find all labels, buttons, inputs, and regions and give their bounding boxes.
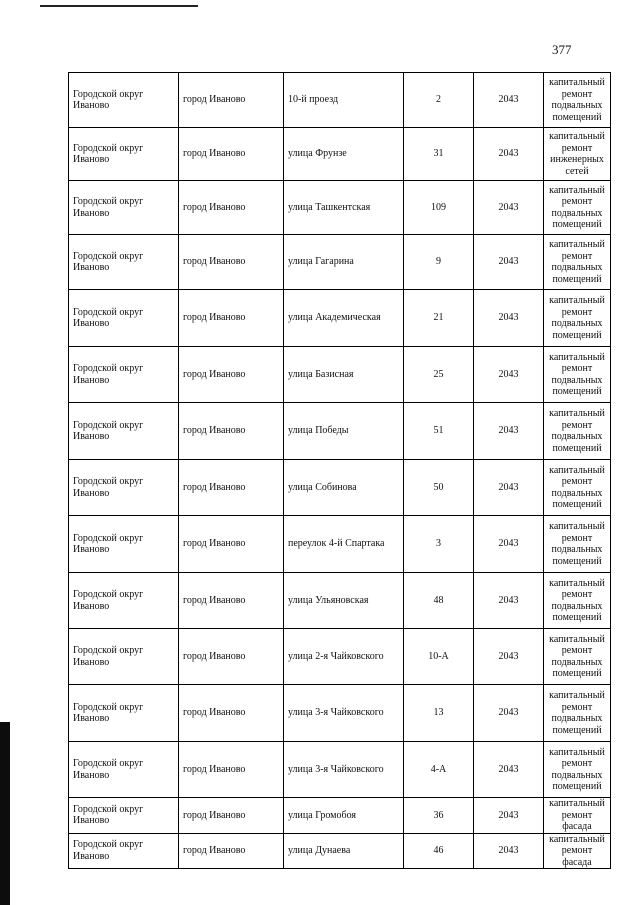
- municipality-cell: Городской округ Иваново: [69, 833, 179, 869]
- work-type-cell: капитальный ремонт подвальных помещений: [544, 516, 611, 573]
- work-type-cell: капитальный ремонт фасада: [544, 833, 611, 869]
- municipality-cell: Городской округ Иваново: [69, 798, 179, 834]
- locality-cell: город Иваново: [179, 629, 284, 685]
- street-cell: улица Собинова: [284, 460, 404, 516]
- table-row: [69, 128, 611, 181]
- street-cell: улица Гагарина: [284, 235, 404, 290]
- street-cell: улица Громобоя: [284, 798, 404, 834]
- municipality-cell: Городской округ Иваново: [69, 235, 179, 290]
- street-cell: улица Базисная: [284, 347, 404, 403]
- locality-cell: город Иваново: [179, 516, 284, 573]
- table-row: [69, 181, 611, 235]
- street-cell: улица Фрунзе: [284, 128, 404, 181]
- house-cell: 46: [404, 833, 474, 869]
- locality-cell: город Иваново: [179, 235, 284, 290]
- street-cell: улица 3-я Чайковского: [284, 742, 404, 798]
- table-row: [69, 235, 611, 290]
- street-cell: улица Дунаева: [284, 833, 404, 869]
- work-type-cell: капитальный ремонт подвальных помещений: [544, 235, 611, 290]
- street-cell: 10-й проезд: [284, 73, 404, 128]
- table-row: [69, 798, 611, 834]
- year-cell: 2043: [474, 290, 544, 347]
- work-type-cell: капитальный ремонт подвальных помещений: [544, 629, 611, 685]
- street-cell: улица 3-я Чайковского: [284, 685, 404, 742]
- year-cell: 2043: [474, 685, 544, 742]
- locality-cell: город Иваново: [179, 347, 284, 403]
- street-cell: улица Академическая: [284, 290, 404, 347]
- municipality-cell: Городской округ Иваново: [69, 73, 179, 128]
- street-cell: улица 2-я Чайковского: [284, 629, 404, 685]
- year-cell: 2043: [474, 181, 544, 235]
- work-type-cell: капитальный ремонт подвальных помещений: [544, 460, 611, 516]
- house-cell: 51: [404, 403, 474, 460]
- municipality-cell: Городской округ Иваново: [69, 290, 179, 347]
- work-type-cell: капитальный ремонт подвальных помещений: [544, 685, 611, 742]
- year-cell: 2043: [474, 833, 544, 869]
- year-cell: 2043: [474, 403, 544, 460]
- street-cell: улица Ульяновская: [284, 573, 404, 629]
- municipality-cell: Городской округ Иваново: [69, 181, 179, 235]
- work-type-cell: капитальный ремонт фасада: [544, 798, 611, 834]
- top-rule: [40, 5, 198, 7]
- street-cell: переулок 4-й Спартака: [284, 516, 404, 573]
- work-type-cell: капитальный ремонт инженерных сетей: [544, 128, 611, 181]
- table-row: [69, 516, 611, 573]
- house-cell: 48: [404, 573, 474, 629]
- year-cell: 2043: [474, 73, 544, 128]
- table-row: [69, 573, 611, 629]
- year-cell: 2043: [474, 128, 544, 181]
- municipality-cell: Городской округ Иваново: [69, 629, 179, 685]
- house-cell: 3: [404, 516, 474, 573]
- house-cell: 13: [404, 685, 474, 742]
- house-cell: 36: [404, 798, 474, 834]
- locality-cell: город Иваново: [179, 798, 284, 834]
- year-cell: 2043: [474, 573, 544, 629]
- municipality-cell: Городской округ Иваново: [69, 347, 179, 403]
- table-row: [69, 629, 611, 685]
- street-cell: улица Победы: [284, 403, 404, 460]
- work-type-cell: капитальный ремонт подвальных помещений: [544, 290, 611, 347]
- house-cell: 31: [404, 128, 474, 181]
- locality-cell: город Иваново: [179, 290, 284, 347]
- year-cell: 2043: [474, 798, 544, 834]
- municipality-cell: Городской округ Иваново: [69, 685, 179, 742]
- table-row: [69, 460, 611, 516]
- work-type-cell: капитальный ремонт подвальных помещений: [544, 181, 611, 235]
- locality-cell: город Иваново: [179, 403, 284, 460]
- work-type-cell: капитальный ремонт подвальных помещений: [544, 347, 611, 403]
- locality-cell: город Иваново: [179, 685, 284, 742]
- locality-cell: город Иваново: [179, 742, 284, 798]
- municipality-cell: Городской округ Иваново: [69, 573, 179, 629]
- street-cell: улица Ташкентская: [284, 181, 404, 235]
- house-cell: 10-А: [404, 629, 474, 685]
- house-cell: 109: [404, 181, 474, 235]
- municipality-cell: Городской округ Иваново: [69, 460, 179, 516]
- work-type-cell: капитальный ремонт подвальных помещений: [544, 403, 611, 460]
- year-cell: 2043: [474, 235, 544, 290]
- locality-cell: город Иваново: [179, 573, 284, 629]
- municipality-cell: Городской округ Иваново: [69, 516, 179, 573]
- table-row: [69, 833, 611, 869]
- house-cell: 50: [404, 460, 474, 516]
- year-cell: 2043: [474, 742, 544, 798]
- house-cell: 25: [404, 347, 474, 403]
- year-cell: 2043: [474, 516, 544, 573]
- house-cell: 2: [404, 73, 474, 128]
- scan-edge-shadow: [0, 722, 10, 905]
- municipality-cell: Городской округ Иваново: [69, 403, 179, 460]
- table-row: [69, 403, 611, 460]
- repair-schedule-table: [68, 72, 611, 869]
- locality-cell: город Иваново: [179, 73, 284, 128]
- house-cell: 9: [404, 235, 474, 290]
- year-cell: 2043: [474, 460, 544, 516]
- work-type-cell: капитальный ремонт подвальных помещений: [544, 73, 611, 128]
- locality-cell: город Иваново: [179, 833, 284, 869]
- house-cell: 4-А: [404, 742, 474, 798]
- work-type-cell: капитальный ремонт подвальных помещений: [544, 742, 611, 798]
- locality-cell: город Иваново: [179, 460, 284, 516]
- table-row: [69, 347, 611, 403]
- table-row: [69, 73, 611, 128]
- page-number: 377: [552, 42, 572, 57]
- work-type-cell: капитальный ремонт подвальных помещений: [544, 573, 611, 629]
- locality-cell: город Иваново: [179, 181, 284, 235]
- table-row: [69, 685, 611, 742]
- locality-cell: город Иваново: [179, 128, 284, 181]
- municipality-cell: Городской округ Иваново: [69, 742, 179, 798]
- year-cell: 2043: [474, 629, 544, 685]
- house-cell: 21: [404, 290, 474, 347]
- municipality-cell: Городской округ Иваново: [69, 128, 179, 181]
- table-row: [69, 742, 611, 798]
- table-row: [69, 290, 611, 347]
- year-cell: 2043: [474, 347, 544, 403]
